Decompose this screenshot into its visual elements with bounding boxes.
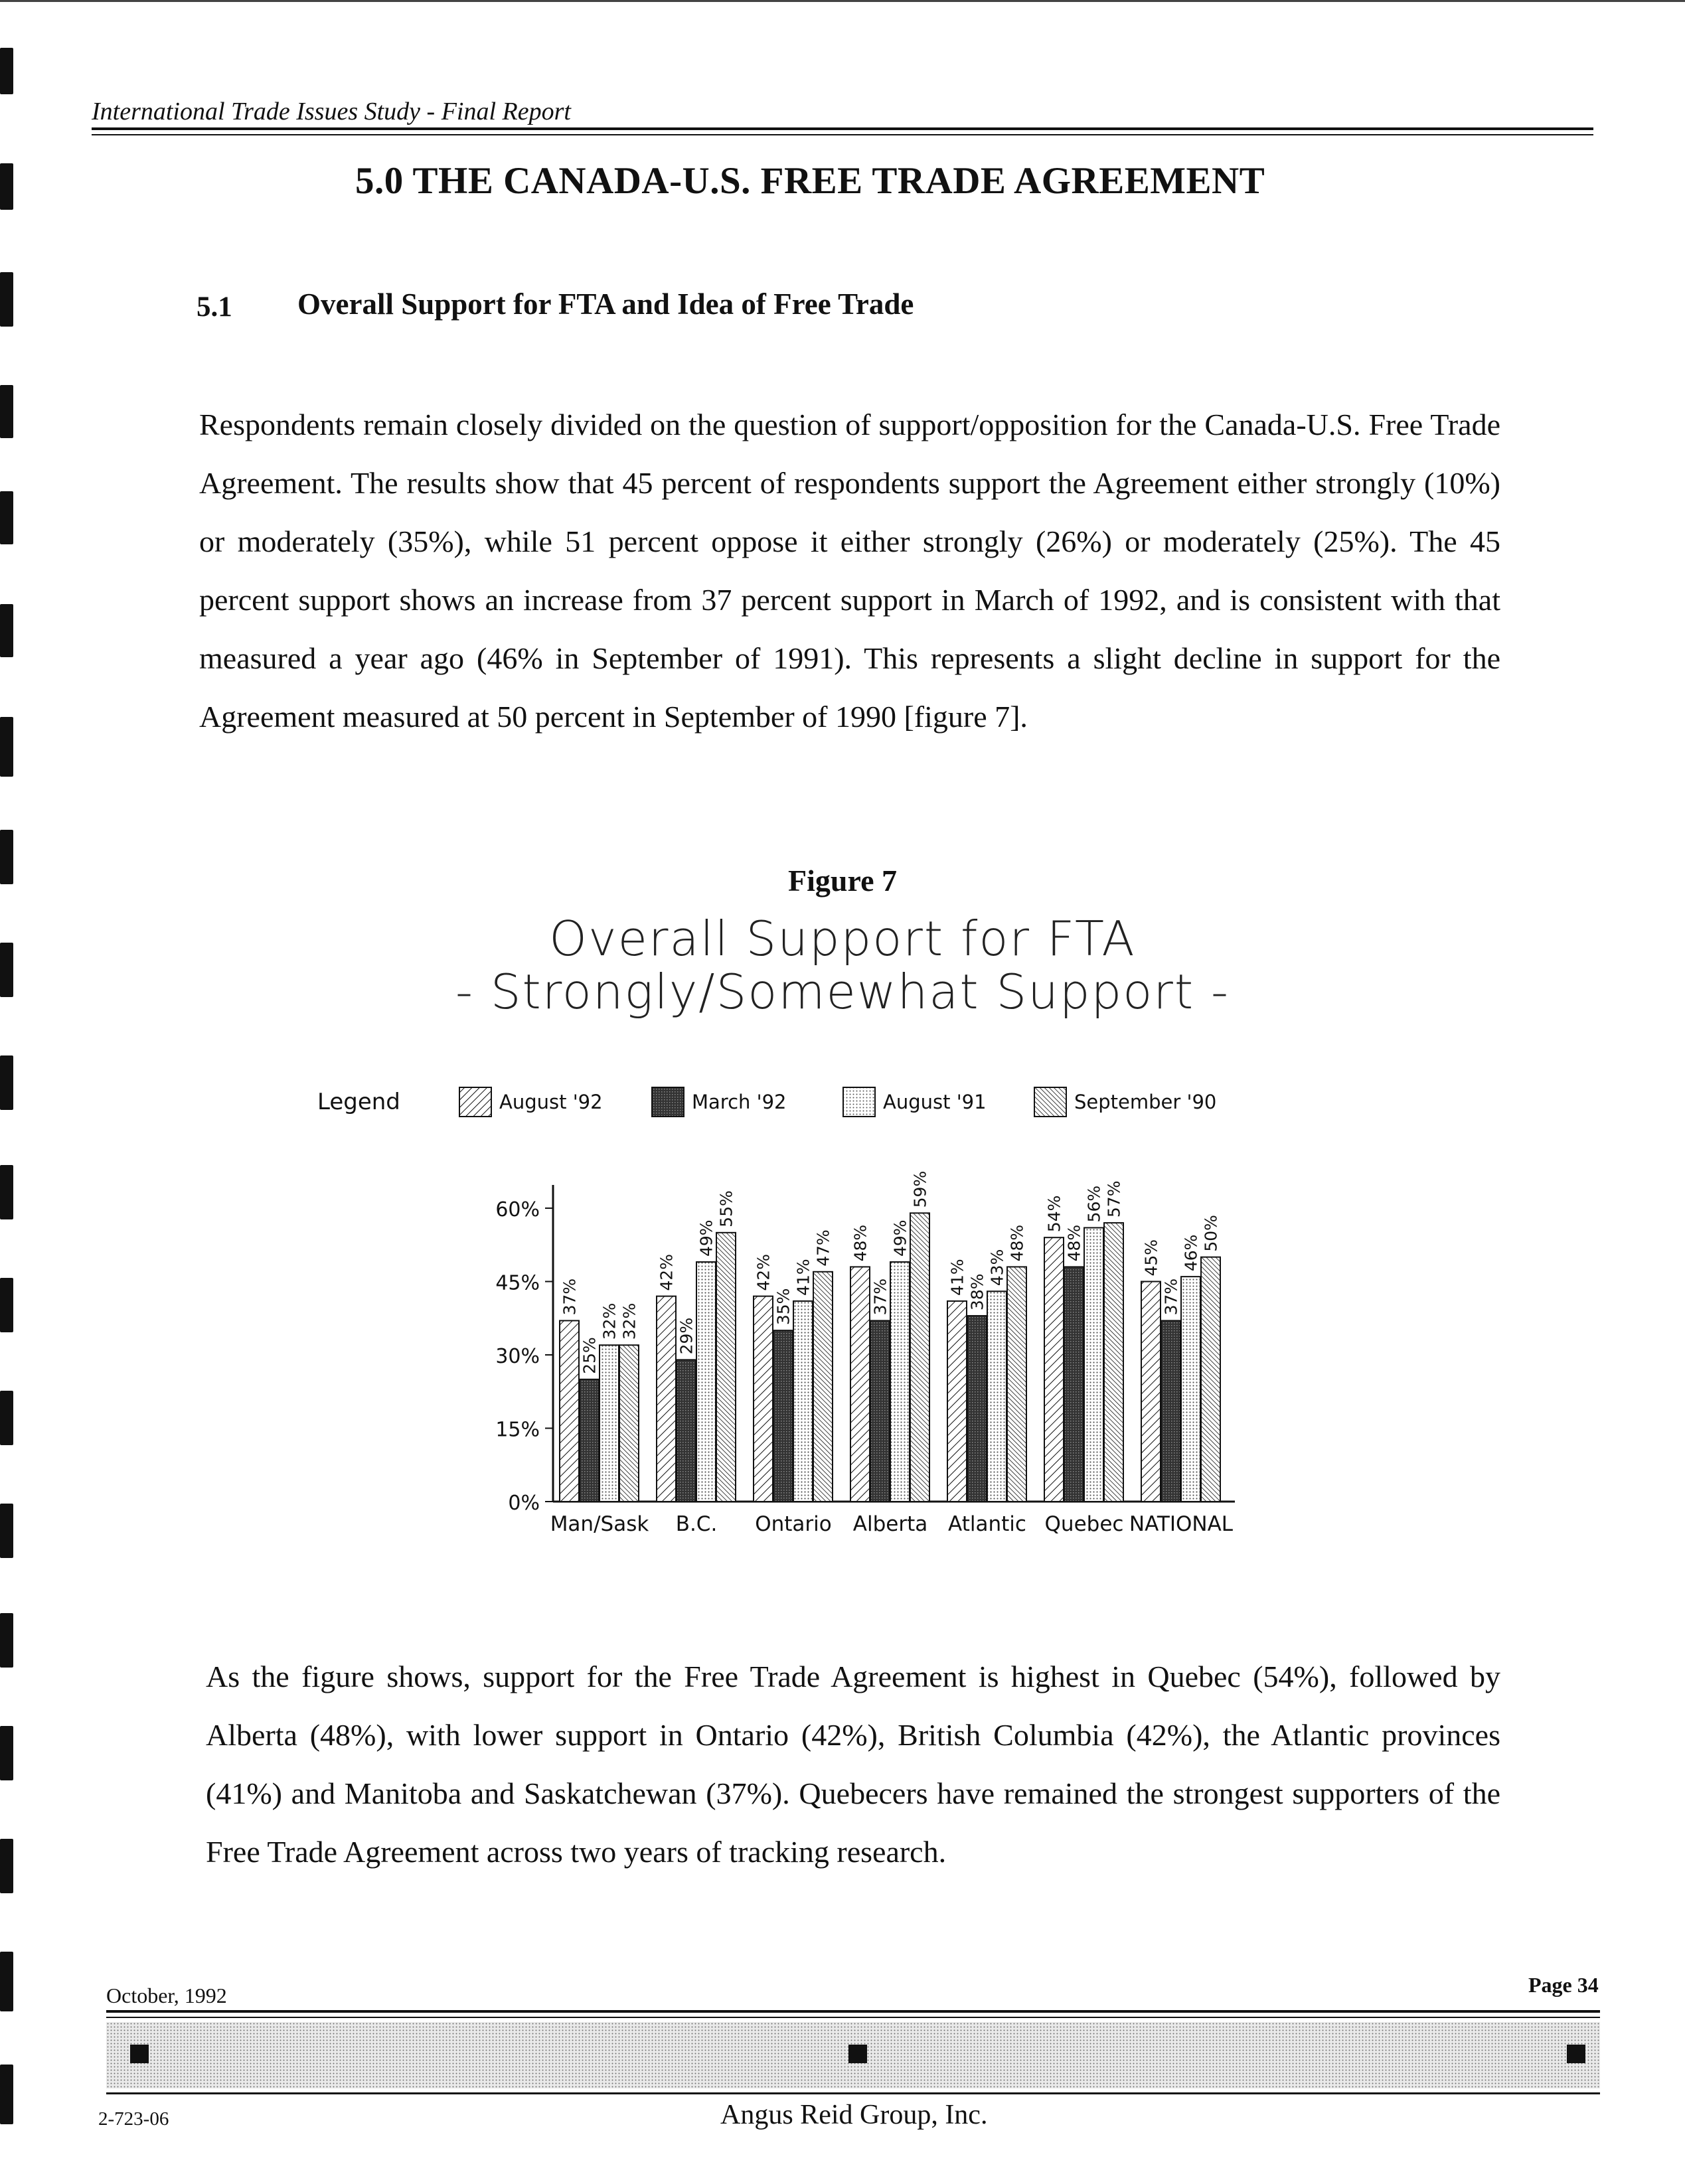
y-tick-label: 0% (508, 1492, 540, 1515)
data-label: 49% (696, 1219, 716, 1257)
data-label: 59% (910, 1170, 930, 1208)
bar (773, 1330, 793, 1502)
y-tick-label: 45% (495, 1271, 540, 1295)
data-label: 42% (754, 1254, 773, 1291)
bar (696, 1262, 716, 1502)
binder-mark (0, 2065, 13, 2124)
data-label: 37% (560, 1278, 580, 1316)
data-label: 56% (1084, 1185, 1104, 1223)
band-square (130, 2045, 149, 2063)
header-rule (92, 127, 1593, 130)
legend-swatch-dark (651, 1086, 685, 1118)
legend-item-sep90 (1033, 1086, 1216, 1118)
data-label: 42% (657, 1254, 677, 1291)
data-label: 32% (619, 1302, 639, 1340)
data-label: 54% (1044, 1195, 1064, 1233)
bar (1104, 1223, 1123, 1502)
data-label: 37% (1161, 1278, 1181, 1316)
legend-label: Legend (317, 1089, 400, 1115)
bar (600, 1345, 619, 1502)
binder-mark (0, 1055, 13, 1110)
bar (1181, 1277, 1200, 1502)
x-tick-label: B.C. (675, 1512, 718, 1536)
bar (1007, 1267, 1026, 1502)
figure-label: Figure 7 (788, 864, 897, 897)
bar (850, 1267, 870, 1502)
binder-mark (0, 1165, 13, 1219)
legend-item-aug92 (458, 1086, 603, 1118)
body-paragraph-1: Respondents remain closely divided on the question of support/opposition for the Canada-U.S. Free Trade Agreement. The results show that 45 percent of respondents support the Agreement either strongly (10%) or moderately (35%), while 51 percent oppose it either strongly (26%) or moderately (25%). The 45 percent support shows an increase from 37 percent support in March of 1992, and is consistent with that measured a year ago (46% in September of 1991). This represents a slight decline in support for the Agreement measured at 50 percent in September of 1990 [figure 7]. (199, 408, 1500, 734)
binder-mark (0, 1504, 13, 1558)
data-label: 38% (967, 1273, 987, 1311)
binder-mark (0, 1391, 13, 1445)
data-label: 29% (677, 1317, 696, 1355)
bar (619, 1345, 639, 1502)
section-number: 5.1 (197, 291, 232, 323)
footer-rule-thin (106, 2017, 1600, 2018)
body-paragraph-2: As the figure shows, support for the Free Trade Agreement is highest in Quebec (54%), followed by Alberta (48%), with lower support in Ontario (42%), British Columbia (42%), the Atlantic provinces (41%) and Manitoba and Saskatchewan (37%). Quebecers have remained the strongest supporters of the Free Trade Agreement across two years of tracking research. (206, 1660, 1500, 1869)
binder-mark (0, 272, 13, 327)
data-label: 37% (870, 1278, 890, 1316)
binder-mark (0, 1726, 13, 1780)
chart-title-line-2: - Strongly/Somewhat Support - (455, 964, 1230, 1020)
data-label: 49% (890, 1219, 910, 1257)
data-label: 35% (773, 1288, 793, 1326)
chart-title-line-1: Overall Support for FTA (549, 911, 1136, 967)
running-head: International Trade Issues Study - Final Report (92, 98, 571, 125)
band-square (1567, 2045, 1585, 2063)
bar (1201, 1257, 1220, 1502)
data-label: 48% (850, 1224, 870, 1262)
x-tick-label: Quebec (1044, 1512, 1124, 1536)
legend-text: September '90 (1074, 1091, 1217, 1113)
bar (793, 1301, 813, 1502)
footer-band (106, 2022, 1600, 2088)
x-tick-label: Atlantic (948, 1512, 1026, 1536)
data-label: 48% (1064, 1224, 1084, 1262)
bar (1161, 1320, 1180, 1502)
binder-mark (0, 1613, 13, 1668)
bar (1064, 1267, 1083, 1502)
bar (1084, 1227, 1103, 1502)
data-label: 41% (793, 1259, 813, 1296)
legend-swatch-dots (842, 1086, 876, 1118)
binder-mark (0, 491, 13, 544)
legend-text: August '91 (883, 1091, 987, 1113)
data-label: 47% (813, 1229, 833, 1267)
footer-date: October, 1992 (106, 1984, 227, 2007)
y-tick-label: 60% (495, 1198, 540, 1221)
bar (967, 1316, 987, 1502)
bar (870, 1320, 890, 1502)
x-tick-label: Alberta (852, 1512, 928, 1536)
band-square (848, 2045, 867, 2063)
bar (716, 1233, 736, 1502)
bar (754, 1296, 773, 1502)
binder-mark (0, 48, 13, 94)
bar (580, 1379, 599, 1502)
legend-text: March '92 (692, 1091, 787, 1113)
bar (657, 1296, 676, 1502)
bar (947, 1301, 967, 1502)
data-label: 48% (1007, 1224, 1027, 1262)
binder-mark (0, 1952, 13, 2011)
data-label: 55% (716, 1190, 736, 1227)
document-code: 2-723-06 (98, 2108, 169, 2130)
data-label: 45% (1141, 1239, 1161, 1277)
binder-mark (0, 385, 13, 438)
binder-mark (0, 604, 13, 657)
legend-item-aug91 (842, 1086, 987, 1118)
data-label: 57% (1104, 1180, 1124, 1218)
y-tick-label: 15% (495, 1418, 540, 1442)
data-label: 32% (600, 1302, 619, 1340)
header-rule-thin (92, 134, 1593, 135)
data-label: 50% (1201, 1215, 1221, 1252)
bar (910, 1213, 929, 1502)
bar (560, 1320, 579, 1502)
bar (1141, 1282, 1161, 1502)
company-name: Angus Reid Group, Inc. (720, 2100, 988, 2130)
binder-mark (0, 1839, 13, 1893)
data-label: 43% (987, 1249, 1007, 1287)
data-label: 41% (947, 1259, 967, 1296)
data-label: 46% (1181, 1234, 1201, 1272)
bar (813, 1272, 833, 1502)
legend-swatch-hatch (1033, 1086, 1068, 1118)
legend-item-mar92 (651, 1086, 787, 1118)
x-tick-label: Man/Sask (550, 1512, 649, 1536)
page-number: Page 34 (1528, 1973, 1599, 1997)
bar (677, 1360, 696, 1502)
binder-mark (0, 717, 13, 777)
binder-mark (0, 1278, 13, 1332)
legend-swatch-diagonal (458, 1086, 493, 1118)
bar (987, 1291, 1006, 1502)
binder-mark (0, 163, 13, 210)
top-scan-line (0, 0, 1685, 2)
y-tick-label: 30% (495, 1345, 540, 1368)
footer-rule-bottom (106, 2092, 1600, 2094)
data-label: 25% (580, 1337, 600, 1374)
section-title: Overall Support for FTA and Idea of Free Trade (297, 287, 914, 321)
bar (890, 1262, 910, 1502)
bar (1044, 1237, 1064, 1502)
legend-text: August '92 (499, 1091, 603, 1113)
chapter-title: 5.0 THE CANADA-U.S. FREE TRADE AGREEMENT (355, 160, 1265, 202)
x-tick-label: Ontario (755, 1512, 832, 1536)
x-tick-label: NATIONAL (1129, 1512, 1234, 1536)
footer-rule (106, 2010, 1600, 2013)
